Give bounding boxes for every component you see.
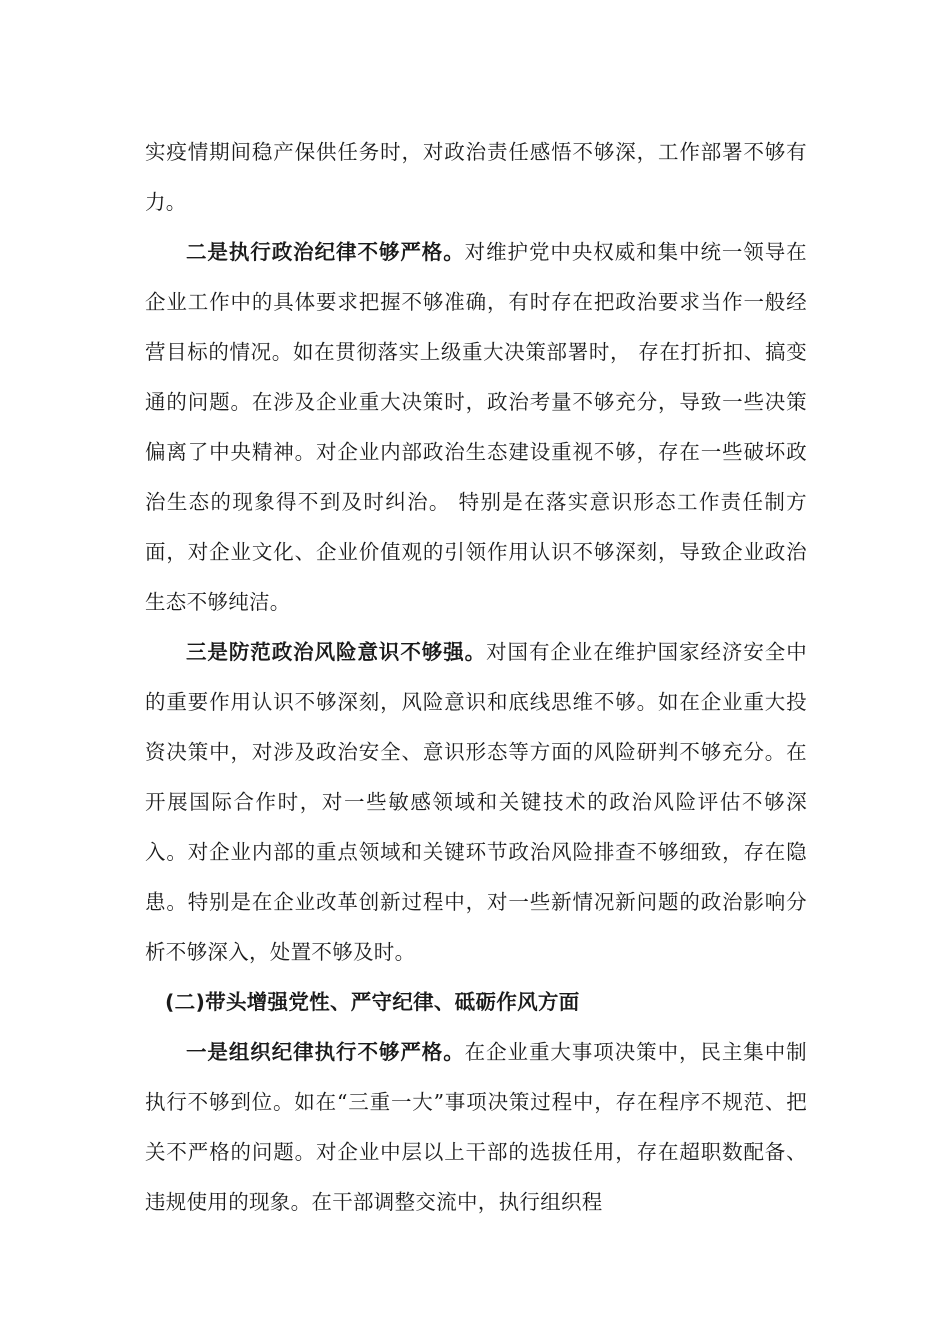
paragraph-text: 在企业重大事项决策中，民主集中制执行不够到位。如在“三重一大”事项决策过程中，存在程序不规范、把关不严格的问题。对企业中层以上干部的选拔任用，存在超职数配备、违规使用的现象。在干部调整交流中，执行组织程 bbox=[145, 1040, 807, 1214]
paragraph-lead: 三是防范政治风险意识不够强。 bbox=[186, 640, 487, 664]
section-heading-text: (二)带头增强党性、严守纪律、砥砺作风方面 bbox=[165, 990, 580, 1014]
paragraph-point-organizational-discipline bbox=[145, 1027, 807, 1227]
paragraph-lead: 二是执行政治纪律不够严格。 bbox=[186, 240, 465, 264]
section-heading bbox=[145, 977, 807, 1027]
paragraph-text: 对维护党中央权威和集中统一领导在企业工作中的具体要求把握不够准确，有时存在把政治要求当作一般经营目标的情况。如在贯彻落实上级重大决策部署时， 存在打折扣、搞变通的问题。在涉及企业重大决策时，政治考量不够充分，导致一些决策偏离了中央精神。对企业内部政治生态建设重视不够，存在一些破坏政治生态的现象得不到及时纠治。 特别是在落实意识形态工作责任制方面，对企业文化、企业价值观的引领作用认识不够深刻，导致企业政治生态不够纯洁。 bbox=[145, 240, 807, 614]
paragraph-point-political-risk bbox=[145, 627, 807, 977]
paragraph-lead: 一是组织纪律执行不够严格。 bbox=[186, 1040, 465, 1064]
paragraph-point-political-discipline bbox=[145, 227, 807, 627]
document-body bbox=[145, 127, 807, 1227]
paragraph-text: 实疫情期间稳产保供任务时，对政治责任感悟不够深，工作部署不够有力。 bbox=[145, 140, 807, 214]
paragraph-continuation bbox=[145, 127, 807, 227]
paragraph-text: 对国有企业在维护国家经济安全中的重要作用认识不够深刻，风险意识和底线思维不够。如在企业重大投资决策中，对涉及政治安全、意识形态等方面的风险研判不够充分。在开展国际合作时，对一些敏感领域和关键技术的政治风险评估不够深入。对企业内部的重点领域和关键环节政治风险排查不够细致，存在隐患。特别是在企业改革创新过程中，对一些新情况新问题的政治影响分析不够深入，处置不够及时。 bbox=[145, 640, 808, 964]
